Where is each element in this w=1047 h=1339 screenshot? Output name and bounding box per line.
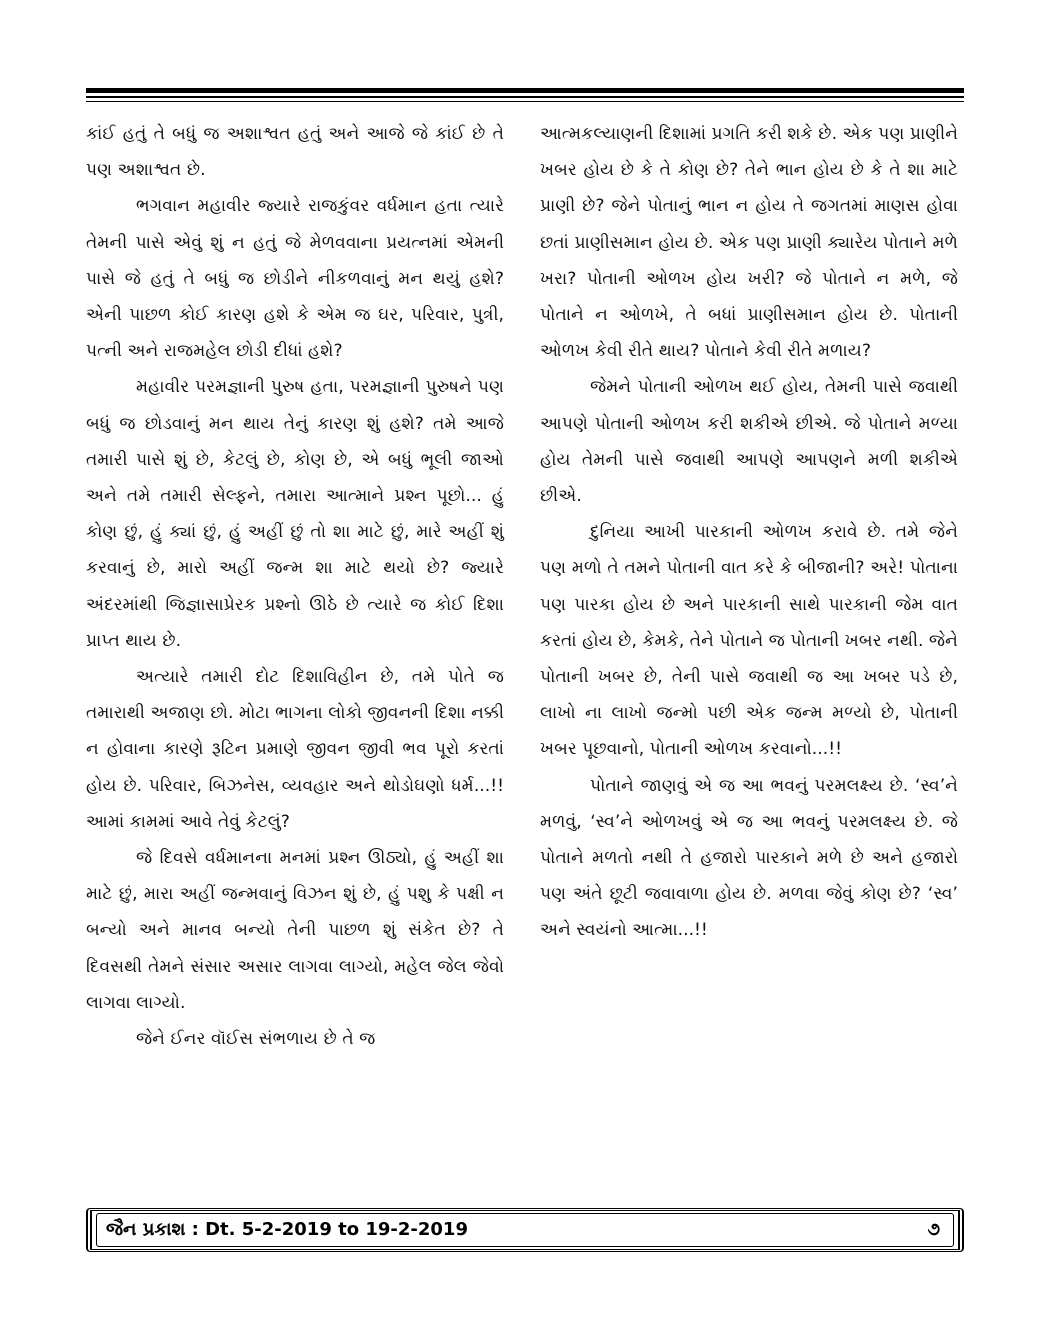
- paragraph: પોતાને જાણવું એ જ આ ભવનું પરમલક્ષ્ય છે. ‘સ્વ’ને મળવું, ‘સ્વ’ને ઓળખવું એ જ આ ભવનું પરમલક્ષ્ય છે. જે પોતાને મળતો નથી તે હજારો પારકાને મળે છે અને હજારો પણ અંતે છૂટી જવાવાળા હોય છે. મળવા જેવું કોણ છે? ‘સ્વ’ અને સ્વયંનો આત્મા...!!: [540, 775, 958, 941]
- paragraph: અત્યારે તમારી દોટ દિશાવિહીન છે, તમે પોતે જ તમારાથી અજાણ છો. મોટા ભાગના લોકો જીવનની દિશા નક્કી ન હોવાના કારણે રૂટિન પ્રમાણે જીવન જીવી ભવ પૂરો કરતાં હોય છે. પરિવાર, બિઝનેસ, વ્યવહાર અને થોડોઘણો ધર્મ...!! આમાં કામમાં આવે તેવું કેટલું?: [86, 667, 504, 832]
- publication-label: જૈન પ્રકાશ : Dt. 5-2-2019 to 19-2-2019: [106, 1219, 468, 1240]
- right-column: [540, 116, 958, 949]
- page-number: ૭: [927, 1219, 940, 1240]
- paragraph: આત્મકલ્યાણની દિશામાં પ્રગતિ કરી શકે છે. એક પણ પ્રાણીને ખબર હોય છે કે તે કોણ છે? તેને ભાન હોય છે કે તે શા માટે પ્રાણી છે? જેને પોતાનું ભાન ન હોય તે જગતમાં માણસ હોવા છતાં પ્રાણીસમાન હોય છે. એક પણ પ્રાણી ક્યારેય પોતાને મળે ખરા? પોતાની ઓળખ હોય ખરી? જે પોતાને ન મળે, જે પોતાને ન ઓળખે, તે બધાં પ્રાણીસમાન હોય છે. પોતાની ઓળખ કેવી રીતે થાય? પોતાને કેવી રીતે મળાય?: [540, 124, 958, 362]
- paragraph: કાંઈ હતું તે બધું જ અશાશ્વત હતું અને આજે જે કાંઈ છે તે પણ અશાશ્વત છે.: [86, 124, 504, 181]
- paragraph: જે દિવસે વર્ધમાનના મનમાં પ્રશ્ન ઊઠ્યો, હું અહીં શા માટે છું, મારા અહીં જન્મવાનું વિઝન શું છે, હું પશુ કે પક્ષી ન બન્યો અને માનવ બન્યો તેની પાછળ શું સંકેત છે? તે દિવસથી તેમને સંસાર અસાર લાગવા લાગ્યો, મહેલ જેલ જેવો લાગવા લાગ્યો.: [86, 848, 504, 1013]
- header-rule-thin: [86, 101, 964, 102]
- footer-box: [86, 1208, 964, 1252]
- paragraph: જેમને પોતાની ઓળખ થઈ હોય, તેમની પાસે જવાથી આપણે પોતાની ઓળખ કરી શકીએ છીએ. જે પોતાને મળ્યા હોય તેમની પાસે જવાથી આપણે આપણને મળી શકીએ છીએ.: [540, 377, 958, 507]
- left-column: [86, 116, 504, 1057]
- paragraph: જેને ઈનર વૉઈસ સંભળાય છે તે જ: [136, 1029, 376, 1050]
- paragraph: મહાવીર પરમજ્ઞાની પુરુષ હતા, પરમજ્ઞાની પુરુષને પણ બધું જ છોડવાનું મન થાય તેનું કારણ શું હશે? તમે આજે તમારી પાસે શું છે, કેટલું છે, કોણ છે, એ બધું ભૂલી જાઓ અને તમે તમારી સેલ્ફને, તમારા આત્માને પ્રશ્ન પૂછો... હું કોણ છું, હું ક્યાં છું, હું અહીં છું તો શા માટે છું, મારે અહીં શું કરવાનું છે, મારો અહીં જન્મ શા માટે થયો છે? જ્યારે અંદરમાંથી જિજ્ઞાસાપ્રેરક પ્રશ્નો ઊઠે છે ત્યારે જ કોઈ દિશા પ્રાપ્ત થાય છે.: [86, 377, 504, 651]
- paragraph: ભગવાન મહાવીર જ્યારે રાજકુંવર વર્ધમાન હતા ત્યારે તેમની પાસે એવું શું ન હતું જે મેળવવાના પ્રયત્નમાં એમની પાસે જે હતું તે બધું જ છોડીને નીકળવાનું મન થયું હશે? એની પાછળ કોઈ કારણ હશે કે એમ જ ઘર, પરિવાર, પુત્રી, પત્ની અને રાજમહેલ છોડી દીધાં હશે?: [86, 196, 504, 362]
- header-rule-medium: [86, 96, 964, 98]
- header-rule-thick: [86, 88, 964, 93]
- paragraph: દુનિયા આખી પારકાની ઓળખ કરાવે છે. તમે જેને પણ મળો તે તમને પોતાની વાત કરે કે બીજાની? અરે! પોતાના પણ પારકા હોય છે અને પારકાની સાથે પારકાની જેમ વાત કરતાં હોય છે, કેમકે, તેને પોતાને જ પોતાની ખબર નથી. જેને પોતાની ખબર છે, તેની પાસે જવાથી જ આ ખબર પડે છે, લાખો ના લાખો જન્મો પછી એક જન્મ મળ્યો છે, પોતાની ખબર પૂછવાનો, પોતાની ઓળખ કરવાનો...!!: [540, 522, 958, 760]
